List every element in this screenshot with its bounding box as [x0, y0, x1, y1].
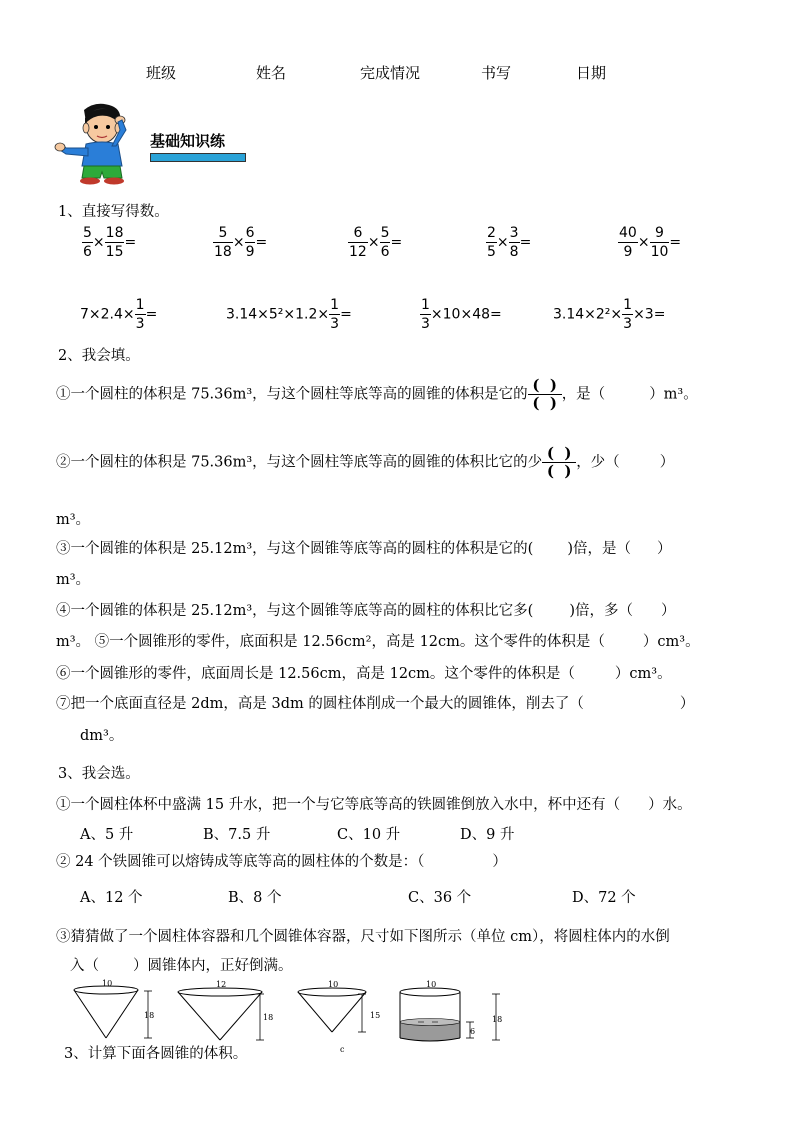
q3-item2-text: ② 24 个铁圆锥可以熔铸成等底等高的圆柱体的个数是：（: [56, 854, 425, 870]
q2-item7-unit: dm³。: [80, 728, 124, 744]
q3-item1: [56, 793, 692, 814]
q1-row1-expression: [618, 226, 681, 259]
cone-2: [178, 980, 273, 1040]
q2-item3-text2: )倍，是（: [567, 541, 632, 557]
q2-item3-unit: m³。: [56, 572, 91, 588]
q3-item1-option-c[interactable]: C、10 升: [337, 827, 401, 843]
q3-item3-text2: cm），将圆柱体内的水倒: [510, 929, 670, 945]
q2-item4: [56, 599, 676, 620]
q2-item5-text: m³。 ⑤一个圆锥形的零件，底面积是 12.56cm²，高是 12cm。这个零件的体积是（: [56, 634, 605, 650]
q2-item1-text3: ）m³。: [649, 386, 698, 403]
times-sign: ×: [367, 234, 380, 251]
q3-item3-line2: [70, 954, 293, 975]
fraction: $\frac{1}{3}$: [421, 297, 430, 332]
q2-item6-text: ⑥一个圆锥形的零件，底面周长是 12.56cm，高是 12cm。这个零件的体积是（: [56, 666, 575, 682]
q3-item1-text2: ）水。: [648, 797, 692, 813]
equals-sign: =: [390, 234, 403, 251]
q2-item4-text: ④一个圆锥的体积是 25.12m³，与这个圆锥等底等高的圆柱的体积比它多(: [56, 603, 534, 619]
q2-item3-text: ③一个圆锥的体积是 25.12m³，与这个圆锥等底等高的圆柱的体积是它的(: [56, 541, 534, 557]
fraction: $\frac{1}{3}$: [623, 297, 633, 332]
equals-sign: =: [669, 234, 682, 251]
class-label: 班级: [146, 64, 177, 82]
name-label: 姓名: [256, 64, 287, 82]
q2-item4-text3: ）: [661, 603, 676, 619]
fraction: $\frac{6}{9}$: [245, 225, 255, 260]
q2-item7-text: ⑦把一个底面直径是 2dm，高是 3dm 的圆柱体削成一个最大的圆锥体，削去了（: [56, 696, 584, 712]
q3-item2-text2: ）: [492, 854, 507, 870]
q2-item3-text3: ）: [657, 541, 672, 557]
q3-item1-option-a[interactable]: A、5 升: [80, 827, 134, 843]
fraction: $\frac{5}{18}$: [214, 225, 232, 260]
expression-suffix: ×10×48=: [430, 306, 502, 323]
cylinder: [400, 980, 502, 1041]
date-label: 日期: [576, 64, 607, 82]
equals-sign: =: [124, 234, 137, 251]
fraction: $\frac{3}{8}$: [509, 225, 519, 260]
q3-item3: [56, 925, 670, 946]
q1-row1-expression: [486, 226, 531, 259]
equals-sign: =: [255, 234, 268, 251]
q3-item2: [56, 850, 507, 871]
fraction: $\frac{18}{15}$: [105, 225, 124, 260]
q2-item1-text: ①一个圆柱的体积是 75.36m³，与这个圆柱等底等高的圆锥的体积是它的: [56, 386, 528, 403]
times-sign: ×: [637, 234, 650, 251]
cone-1-height: 18: [144, 1011, 155, 1020]
q2-item2: [56, 446, 674, 479]
expression-suffix: ×3=: [633, 306, 666, 323]
cone-2-diameter: 12: [216, 980, 227, 989]
q1-row1-expression: [348, 226, 402, 259]
cylinder-water-height: 6: [470, 1027, 476, 1036]
q2-item5: [56, 630, 700, 651]
cone-3-height: 15: [370, 1011, 381, 1020]
q3-item1-text: ①一个圆柱体杯中盛满 15 升水，把一个与它等底等高的铁圆锥倒放入水中，杯中还有（: [56, 797, 621, 813]
section-title-box: [150, 130, 246, 162]
q2-item1-text2: ，是（: [561, 386, 606, 403]
q1-row2-expression: [420, 298, 502, 331]
q1-row2-expression: [553, 298, 665, 331]
q3-item3-text4: ）圆锥体内，正好倒满。: [133, 958, 293, 974]
q3-item3-text3: 入（: [70, 958, 99, 974]
fraction: $\frac{1}{3}$: [135, 297, 145, 332]
cylinder-diameter: 10: [426, 980, 437, 989]
q2-item2-text2: ，少（: [576, 454, 620, 471]
q3-item2-option-c[interactable]: C、36 个: [408, 890, 472, 906]
q4-title: 3、计算下面各圆锥的体积。: [64, 1046, 248, 1062]
expression-suffix: =: [340, 306, 352, 323]
equals-sign: =: [519, 234, 532, 251]
q2-item6-text2: ）cm³。: [614, 666, 672, 682]
times-sign: ×: [496, 234, 509, 251]
section-title: 基础知识练: [150, 132, 226, 150]
cone-3: [298, 980, 380, 1054]
expression-prefix: 7×2.4×: [80, 306, 135, 323]
q1-row1-expression: [213, 226, 267, 259]
expression-prefix: 3.14×5²×1.2×: [226, 306, 330, 323]
q1-row2-expression: [80, 298, 157, 331]
q3-item3-text: ③猜猜做了一个圆柱体容器和几个圆锥体容器，尺寸如下图所示（单位: [56, 929, 506, 945]
cone-1: [74, 979, 154, 1038]
fraction: $\frac{40}{9}$: [619, 225, 637, 260]
q3-item2-option-d[interactable]: D、72 个: [572, 890, 636, 906]
q2-item2-unit: m³。: [56, 512, 91, 528]
cone-2-height: 18: [263, 1013, 274, 1022]
fraction: $\frac{5}{6}$: [380, 225, 390, 260]
fraction: $\frac{6}{12}$: [349, 225, 367, 260]
section-title-bar: [150, 153, 246, 162]
expression-prefix: 3.14×2²×: [553, 306, 623, 323]
q3-item1-option-b[interactable]: B、7.5 升: [203, 827, 271, 843]
cylinder-height: 18: [492, 1015, 503, 1024]
q3-title: 3、我会选。: [58, 766, 140, 782]
fraction: $\frac{9}{10}$: [650, 225, 669, 260]
q2-item2-text: ②一个圆柱的体积是 75.36m³，与这个圆柱等底等高的圆锥的体积比它的少: [56, 454, 543, 471]
completion-label: 完成情况: [360, 64, 421, 82]
q2-item5-text2: ）cm³。: [642, 634, 700, 650]
q2-item7: [56, 692, 694, 713]
times-sign: ×: [92, 234, 105, 251]
q2-item6: [56, 662, 672, 683]
q2-item4-text2: )倍，多（: [569, 603, 634, 619]
q2-item3: [56, 537, 672, 558]
q2-item1: [56, 378, 698, 411]
fraction: $\frac{5}{6}$: [83, 225, 92, 260]
cartoon-boy-image: [52, 100, 144, 186]
q2-item7-text2: ）: [679, 696, 695, 712]
expression-suffix: =: [145, 306, 158, 323]
q3-item2-option-a[interactable]: A、12 个: [80, 890, 143, 906]
q2-item2-fraction-blank[interactable]: $\frac{( )}{( )}$: [542, 446, 576, 479]
q2-item2-text3: ）: [659, 454, 675, 471]
cone-1-diameter: 10: [102, 979, 113, 988]
q1-row2-expression: [226, 298, 352, 331]
q2-title: 2、我会填。: [58, 348, 140, 364]
fraction: $\frac{1}{3}$: [330, 297, 340, 332]
q1-row1-expression: [82, 226, 136, 259]
q3-item2-option-b[interactable]: B、8 个: [228, 890, 282, 906]
q2-item1-fraction-blank[interactable]: $\frac{( )}{( )}$: [528, 378, 562, 411]
q1-title: 1、直接写得数。: [58, 204, 169, 220]
cone-3-diameter: 10: [328, 980, 339, 989]
times-sign: ×: [232, 234, 245, 251]
q3-item1-option-d[interactable]: D、9 升: [460, 827, 515, 843]
cone-3-label: c: [340, 1045, 345, 1054]
writing-label: 书写: [481, 64, 512, 82]
fraction: $\frac{2}{5}$: [487, 225, 496, 260]
